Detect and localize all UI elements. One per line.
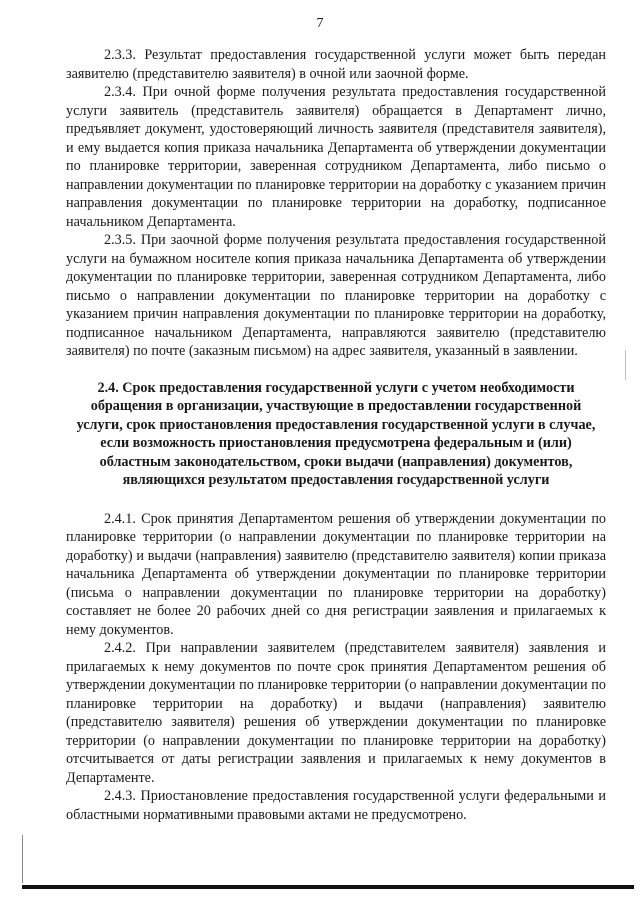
paragraph-2-4-1: 2.4.1. Срок принятия Департаментом решения об утверждении документации по планировке территории (о направлении документации по планировке территории на доработку) и выдачи (направления) заявителю (представителю заявителя) копии приказа начальника Департамента об утверждении документации по планировке территории (письма о направлении документации по планировке территории на доработку) составляет не более 20 рабочих дней со дня регистрации заявления и прилагаемых к нему документов.	[66, 510, 606, 638]
paragraph-2-3-3: 2.3.3. Результат предоставления государственной услуги может быть передан заявителю (представителю заявителя) в очной или заочной форме.	[66, 47, 606, 82]
section-heading-2-4: 2.4. Срок предоставления государственной услуги с учетом необходимости обращения в организации, участвующие в предоставлении государственной услуги, срок приостановления предоставления государственной услуги в случае, если возможность приостановления предусмотрена федеральным и (или) областным законодательством, сроки выдачи (направления) документов, являющихся результатом предоставления государственной услуги	[76, 379, 596, 488]
paragraph-2-4-2: 2.4.2. При направлении заявителем (представителем заявителя) заявления и прилагаемых к нему документов по почте срок принятия Департаментом решения об утверждении документации по планировке территории (о направлении документации по планировке территории на доработку) и выдачи (направления) заявителю (представителю заявителя) решения об утверждении документации по планировке территории (о направлении документации по планировке территории на доработку) отсчитывается от даты регистрации заявления и прилагаемых к нему документов в Департаменте.	[66, 640, 606, 786]
paragraph-2-3-5: 2.3.5. При заочной форме получения результата предоставления государственной услуги на бумажном носителе копия приказа начальника Департамента об утверждении документации по планировке территории, заверенная сотрудником Департамента, либо письмо о направлении документации по планировке территории на доработку с указанием причин направления документации по планировке территории на доработку, подписанное начальником Департамента, направляются заявителю (представителю заявителя) по почте (заказным письмом) на адрес заявителя, указанный в заявлении.	[66, 232, 606, 359]
paragraph-2-3-4: 2.3.4. При очной форме получения результата предоставления государственной услуги заявитель (представитель заявителя) обращается в Департамент лично, предъявляет документ, удостоверяющий личность заявителя (представителя заявителя), и ему выдается копия приказа начальника Департамента об утверждении документации по планировке территории, заверенная сотрудником Департамента, либо письмо о направлении документации по планировке территории на доработку с указанием причин направления документации по планировке территории на доработку, подписанное начальником Департамента.	[66, 84, 606, 230]
scan-edge-line	[22, 835, 23, 883]
scan-edge-mark	[625, 350, 626, 380]
page-number: 7	[316, 16, 324, 31]
document-body	[66, 46, 606, 824]
paragraph-2-4-3: 2.4.3. Приостановление предоставления государственной услуги федеральными и областными нормативными правовыми актами не предусмотрено.	[66, 788, 606, 823]
scan-bottom-bar	[22, 885, 634, 889]
